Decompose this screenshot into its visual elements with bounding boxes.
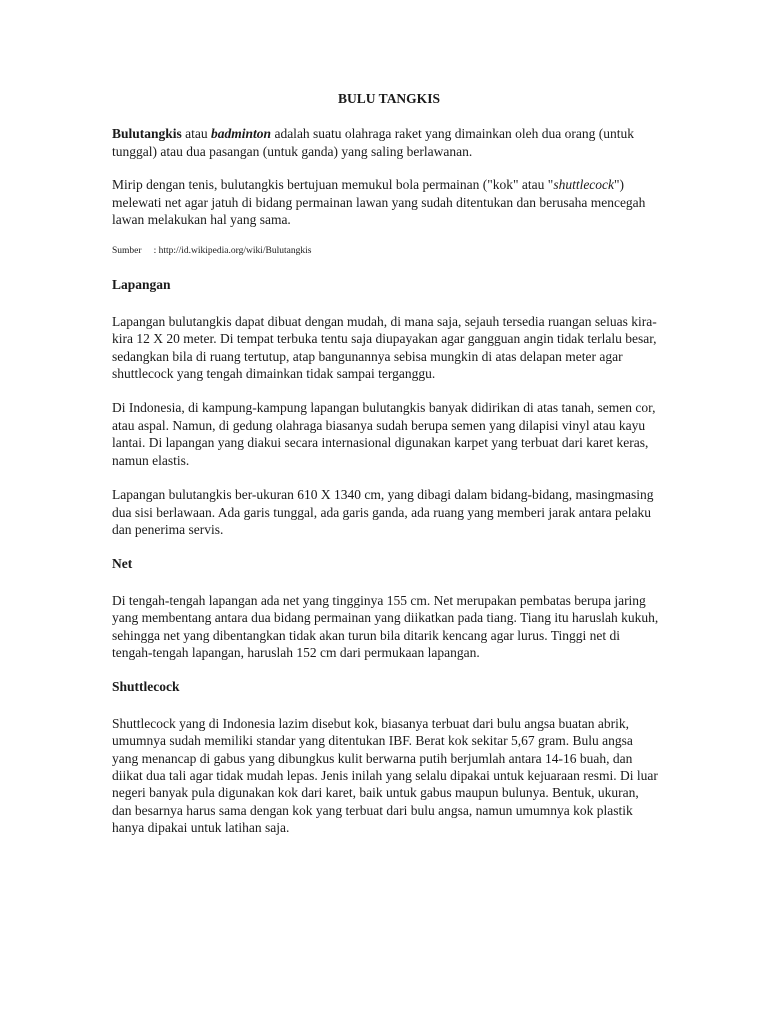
section-lapangan-paragraph: Lapangan bulutangkis dapat dibuat dengan mudah, di mana saja, sejauh tersedia ruangan seluas kira-kira 12 X 20 meter. Di tempat terbuka tentu saja diupayakan agar gangguan angin tidak terlalu besar, sedangkan bila di ruang tertutup, atap bangunannya sebisa mungkin di atas delapan meter agar shuttlecock yang tengah dimainkan tidak sampai terganggu. xyxy=(112,313,657,382)
section-heading-net: Net xyxy=(112,556,133,572)
intro-text-1: atau xyxy=(181,126,212,142)
term-shuttlecock: shuttlecock xyxy=(553,177,615,193)
para2-text-1: Mirip dengan tenis, bulutangkis bertujuan memukul bola permainan ("kok" atau " xyxy=(112,177,554,193)
source-link[interactable]: : http://id.wikipedia.org/wiki/Bulutangkis xyxy=(153,246,312,257)
term-badminton: badminton xyxy=(211,126,272,142)
intro-text-2: adalah suatu olahraga raket yang dimainkan oleh dua orang (untuk tunggal) atau dua pasangan (untuk ganda) yang saling berlawanan. xyxy=(112,126,634,159)
source-label: Sumber xyxy=(112,246,142,257)
para2-text-2: ") melewati net agar jatuh di bidang permainan lawan yang sudah ditentukan dan berusaha mencegah lawan melakukan hal yang sama. xyxy=(112,177,646,228)
section-lapangan-paragraph: Lapangan bulutangkis ber-ukuran 610 X 1340 cm, yang dibagi dalam bidang-bidang, masingmasing dua sisi berlawaan. Ada garis tunggal, ada garis ganda, ada ruang yang memberi jarak antara pelaku dan penerima servis. xyxy=(112,487,654,537)
section-net-paragraph: Di tengah-tengah lapangan ada net yang tingginya 155 cm. Net merupakan pembatas berupa jaring yang membentang antara dua bidang permainan yang diikatkan pada tiang. Tiang itu haruslah kukuh, sehingga net yang dibentangkan tidak akan turun bila ditarik kencang agar lurus. Tinggi net di tengah-tengah lapangan, haruslah 152 cm dari permukaan lapangan. xyxy=(112,592,659,660)
document-page xyxy=(112,90,660,854)
section-heading-lapangan: Lapangan xyxy=(112,277,171,293)
section-lapangan-paragraph: Di Indonesia, di kampung-kampung lapangan bulutangkis banyak didirikan di atas tanah, semen cor, atau aspal. Namun, di gedung olahraga biasanya sudah berupa semen yang dilapisi vinyl atau kayu lantai. Di lapangan yang diakui secara internasional digunakan karpet yang terbuat dari karet keras, namun elastis. xyxy=(112,400,656,468)
document-title: BULU TANGKIS xyxy=(338,91,440,106)
section-shuttlecock-paragraph: Shuttlecock yang di Indonesia lazim disebut kok, biasanya terbuat dari bulu angsa buatan abrik, umumnya sudah memiliki standar yang ditentukan IBF. Berat kok sekitar 5,67 gram. Bulu angsa yang menancap di gabus yang dibungkus kulit berwarna putih berjumlah antara 14-16 buah, dan diikat dua tali agar tidak mudah lepas. Jenis inilah yang selalu dipakai untuk kejuaraan resmi. Di luar negeri banyak pula digunakan kok dari karet, baik untuk gabus maupun bulunya. Bentuk, ukuran, dan besarnya harus sama dengan kok yang terbuat dari bulu angsa, namun umumnya kok plastik hanya dipakai untuk latihan saja. xyxy=(112,715,658,836)
source-line xyxy=(112,245,660,257)
section-heading-shuttlecock: Shuttlecock xyxy=(112,679,180,695)
paragraph-tenis xyxy=(112,176,660,228)
intro-paragraph xyxy=(112,125,660,160)
term-bulutangkis: Bulutangkis xyxy=(112,126,182,142)
